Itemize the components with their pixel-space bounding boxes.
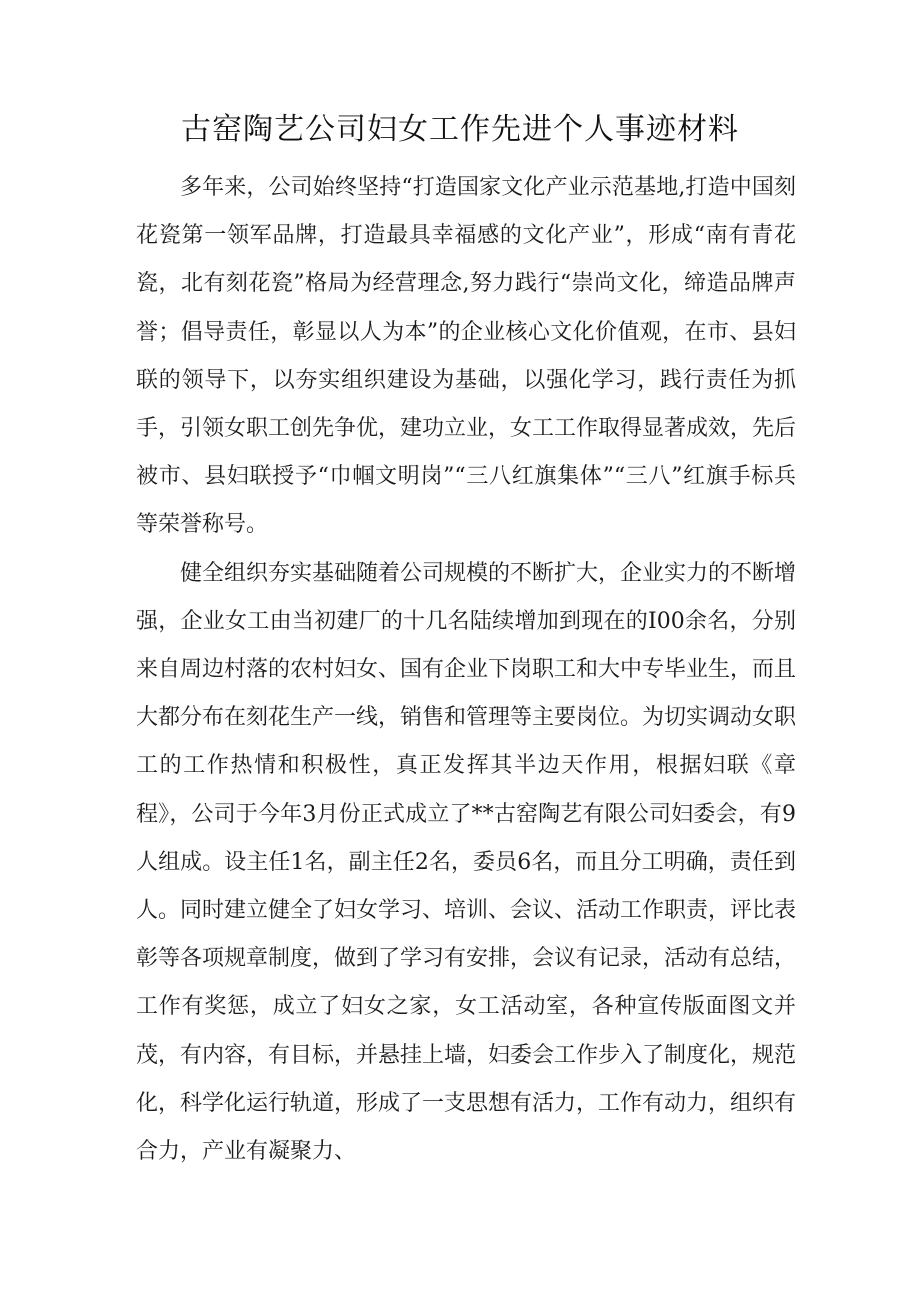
document-body bbox=[136, 164, 796, 1176]
paragraph-organization: 健全组织夯实基础随着公司规模的不断扩大，企业实力的不断增强，企业女工由当初建厂的十几名陆续增加到现在的I00余名，分别来自周边村落的农村妇女、国有企业下岗职工和大中专毕业生，而且大都分布在刻花生产一线，销售和管理等主要岗位。为切实调动女职工的工作热情和积极性，真正发挥其半边天作用，根据妇联《章程》，公司于今年3月份正式成立了**古窑陶艺有限公司妇委会，有9人组成。设主任1名，副主任2名，委员6名，而且分工明确，责任到人。同时建立健全了妇女学习、培训、会议、活动工作职责，评比表彰等各项规章制度，做到了学习有安排，会议有记录，活动有总结，工作有奖惩，成立了妇女之家，女工活动室，各种宣传版面图文并茂，有内容，有目标，并悬挂上墙，妇委会工作步入了制度化，规范化，科学化运行轨道，形成了一支思想有活力，工作有动力，组织有合力，产业有凝聚力、 bbox=[136, 560, 797, 1165]
document-title: 古窑陶艺公司妇女工作先进个人事迹材料 bbox=[181, 112, 739, 147]
paragraph-intro: 多年来，公司始终坚持“打造国家文化产业示范基地,打造中国刻花瓷第一领军品牌，打造最具幸福感的文化产业”，形成“南有青花瓷，北有刻花瓷”格局为经营理念,努力践行“崇尚文化，缔造品牌声誉；倡导责任，彰显以人为本”的企业核心文化价值观，在市、县妇联的领导下，以夯实组织建设为基础，以强化学习，践行责任为抓手，引领女职工创先争优，建功立业，女工工作取得显著成效，先后被市、县妇联授予“巾帼文明岗”“三八红旗集体”“三八”红旗手标兵等荣誉称号。 bbox=[136, 175, 797, 538]
